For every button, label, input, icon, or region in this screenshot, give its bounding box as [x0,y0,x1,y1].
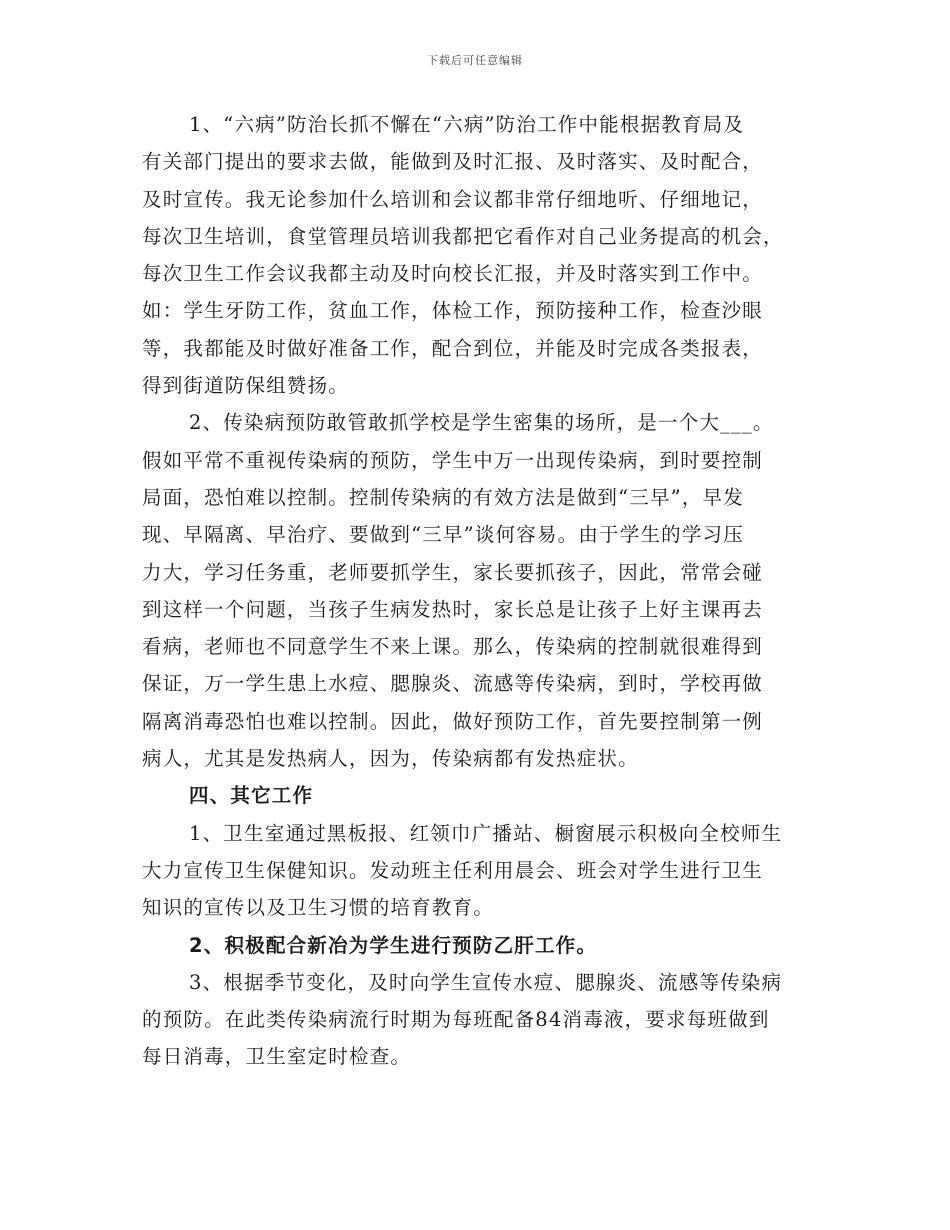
paragraph-health-promotion [142,815,810,927]
document-body [142,106,810,1076]
text-line: 保证，万一学生患上水痘、腮腺炎、流感等传染病，到时，学校再做 [142,672,764,696]
text-line: 力大，学习任务重，老师要抓学生，家长要抓孩子，因此，常常会碰 [142,560,764,584]
text-line: 及时宣传。我无论参加什么培训和会议都非常仔细地听、仔细地记， [142,187,764,211]
paragraph-seasonal-prevention [142,964,810,1076]
text-line: 2、传染病预防敢管敢抓学校是学生密集的场所，是一个大___。 [189,411,774,435]
text-line: 每次卫生工作会议我都主动及时向校长汇报，并及时落实到工作中。 [142,262,764,286]
text-line: 得到街道防保组赞扬。 [142,374,350,398]
paragraph-infectious-disease [142,404,810,777]
text-line: 大力宣传卫生保健知识。发动班主任利用晨会、班会对学生进行卫生 [142,858,764,882]
text-line: 到这样一个问题，当孩子生病发热时，家长总是让孩子上好主课再去 [142,597,764,621]
text-line: 1、“六病”防治长抓不懈在“六病”防治工作中能根据教育局及 [189,113,745,136]
text-line: 3、根据季节变化，及时向学生宣传水痘、腮腺炎、流感等传染病 [189,970,783,994]
text-line: 有关部门提出的要求去做，能做到及时汇报、及时落实、及时配合， [142,150,764,174]
text-line: 隔离消毒恐怕也难以控制。因此，做好预防工作，首先要控制第一例 [142,709,764,733]
text-line: 看病，老师也不同意学生不来上课。那么，传染病的控制就很难得到 [142,635,764,659]
text-line: 局面，恐怕难以控制。控制传染病的有效方法是做到“三早”，早发 [142,485,744,509]
paragraph-hepatitis-b: 2、积极配合新冶为学生进行预防乙肝工作。 [189,933,598,957]
text-line: 1、卫生室通过黑板报、红领巾广播站、橱窗展示积极向全校师生 [189,821,783,845]
text-line: 每次卫生培训，食堂管理员培训我都把它看作对自己业务提高的机会， [142,224,784,248]
text-line: 病人，尤其是发热病人，因为，传染病都有发热症状。 [142,747,639,771]
text-line: 知识的宣传以及卫生习惯的培育教育。 [142,896,494,920]
text-line: 每日消毒，卫生室定时检查。 [142,1045,412,1069]
text-line: 如：学生牙防工作，贫血工作，体检工作，预防接种工作，检查沙眼 [142,299,764,323]
text-line: 假如平常不重视传染病的预防，学生中万一出现传染病，到时要控制 [142,448,764,472]
page-header: 下载后可任意编辑 [427,54,523,67]
paragraph-six-diseases [142,106,810,404]
text-line: 现、早隔离、早治疗、要做到“三早”谈何容易。由于学生的学习压 [142,523,744,547]
text-line: 的预防。在此类传染病流行时期为每班配备84消毒液，要求每班做到 [142,1008,770,1032]
text-line: 等，我都能及时做好准备工作，配合到位，并能及时完成各类报表， [142,336,764,360]
section-heading: 四、其它工作 [189,784,314,808]
